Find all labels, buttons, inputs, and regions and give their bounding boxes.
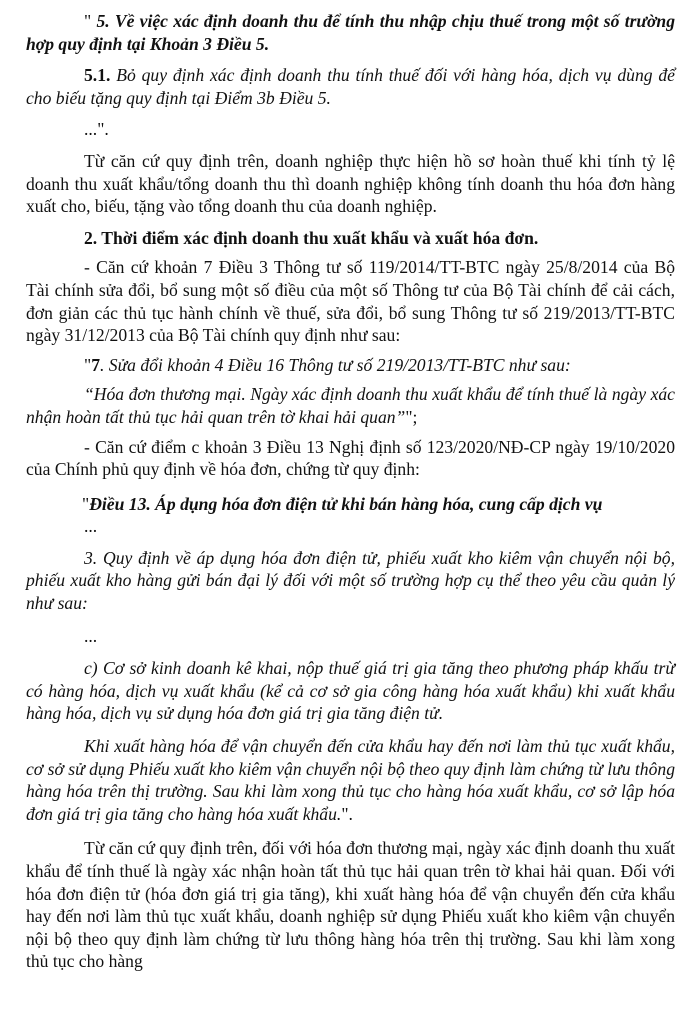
amendment-number: 7 <box>91 354 100 375</box>
amendment-open-quote: " <box>84 354 92 375</box>
ellipsis-close-quote: ...". <box>84 119 109 140</box>
legal-basis-decree-123: - Căn cứ điểm c khoản 3 Điều 13 Nghị định số 123/2020/NĐ-CP ngày 19/10/2020 của Chính phủ quy định về hóa đơn, chứng từ quy định: <box>26 436 675 480</box>
section-5-title-text: 5. Về việc xác định doanh thu để tính thu nhập chịu thuế trong một số trường hợp quy định tại Khoản 3 Điều 5. <box>26 11 675 54</box>
conclusion-paragraph-2: Từ căn cứ quy định trên, đối với hóa đơn thương mại, ngày xác định doanh thu xuất khẩu để tính thuế là ngày xác nhận hoàn tất thủ tục hải quan trên tờ khai hải quan. Đối với hóa đơn điện tử (hóa đơn giá trị gia tăng), khi xuất hàng hóa để vận chuyển đến cửa khẩu hay đến nơi làm thủ tục xuất khẩu, doanh nghiệp sử dụng Phiếu xuất kho kiêm vận chuyển nội bộ theo quy định làm chứng từ lưu thông hàng hóa trên thị trường. Sau khi làm xong thủ tục cho hàng <box>26 838 675 972</box>
article-ellipsis-2: ... <box>84 625 98 646</box>
article-13-point-c: c) Cơ sở kinh doanh kê khai, nộp thuế giá trị gia tăng theo phương pháp khấu trừ có hàng hóa, dịch vụ xuất khẩu (kể cả cơ sở gia công hàng hóa xuất khẩu) khi xuất khẩu hàng hóa, dịch vụ sử dụng hóa đơn giá trị gia tăng điện tử. <box>26 658 675 724</box>
commercial-invoice-text: “Hóa đơn thương mại. Ngày xác định doanh thu xuất khẩu để tính thuế là ngày xác nhận hoàn tất thủ tục hải quan trên tờ khai hải quan” <box>26 384 675 427</box>
amendment-item-7 <box>26 354 675 377</box>
conclusion-paragraph-1: Từ căn cứ quy định trên, doanh nghiệp thực hiện hồ sơ hoàn thuế khi tính tỷ lệ doanh thu xuất khẩu/tổng doanh thu thì doanh nghiệp không tính doanh thu hóa đơn hàng xuất cho, biếu, tặng vào tổng doanh thu của doanh nghiệp. <box>26 150 675 217</box>
amendment-text: . Sửa đổi khoản 4 Điều 16 Thông tư số 219/2013/TT-BTC như sau: <box>99 354 571 375</box>
article-13-clause-3: 3. Quy định về áp dụng hóa đơn điện tử, phiếu xuất kho kiêm vận chuyển nội bộ, phiếu xuất kho hàng gửi bán đại lý đối với một số trường hợp cụ thể theo yêu cầu quản lý như sau: <box>26 547 675 614</box>
commercial-invoice-end: "; <box>405 406 418 427</box>
legal-basis-circular-119: - Căn cứ khoản 7 Điều 3 Thông tư số 119/2014/TT-BTC ngày 25/8/2014 của Bộ Tài chính sửa đổi, bổ sung một số điều của một số Thông tư của Bộ Tài chính để cải cách, đơn giản các thủ tục hành chính về thuế, sửa đổi, bổ sung Thông tư số 219/2013/TT-BTC ngày 31/12/2013 của Bộ Tài chính quy định như sau: <box>26 257 675 346</box>
article-13-title-text: Điều 13. Áp dụng hóa đơn điện tử khi bán hàng hóa, cung cấp dịch vụ <box>89 493 603 514</box>
article-13-export-paragraph <box>26 735 675 825</box>
section-5-1-paragraph <box>26 64 675 109</box>
article-13-title <box>26 493 675 516</box>
section-5-1-text: Bỏ quy định xác định doanh thu tính thuế đối với hàng hóa, dịch vụ dùng để cho biếu tặng quy định tại Điểm 3b Điều 5. <box>26 65 675 108</box>
section-5-1-number: 5.1. <box>84 65 111 86</box>
article-13-export-text: Khi xuất hàng hóa để vận chuyển đến cửa khẩu hay đến nơi làm thủ tục xuất khẩu, cơ sở sử dụng Phiếu xuất kho kiêm vận chuyển nội bộ theo quy định làm chứng từ lưu thông hàng hóa trên thị trường. Sau khi làm xong thủ tục cho hàng hóa xuất khẩu, cơ sở lập hóa đơn giá trị gia tăng cho hàng hóa xuất khẩu. <box>26 736 675 824</box>
article-13-close-quote: ". <box>341 803 353 824</box>
commercial-invoice-quote <box>26 383 675 428</box>
open-quote: " <box>84 11 97 31</box>
section-2-heading: 2. Thời điểm xác định doanh thu xuất khẩu và xuất hóa đơn. <box>84 227 539 248</box>
article-13-open-quote: " <box>82 493 90 514</box>
section-5-title <box>26 10 675 55</box>
article-ellipsis-1: ... <box>84 516 98 537</box>
